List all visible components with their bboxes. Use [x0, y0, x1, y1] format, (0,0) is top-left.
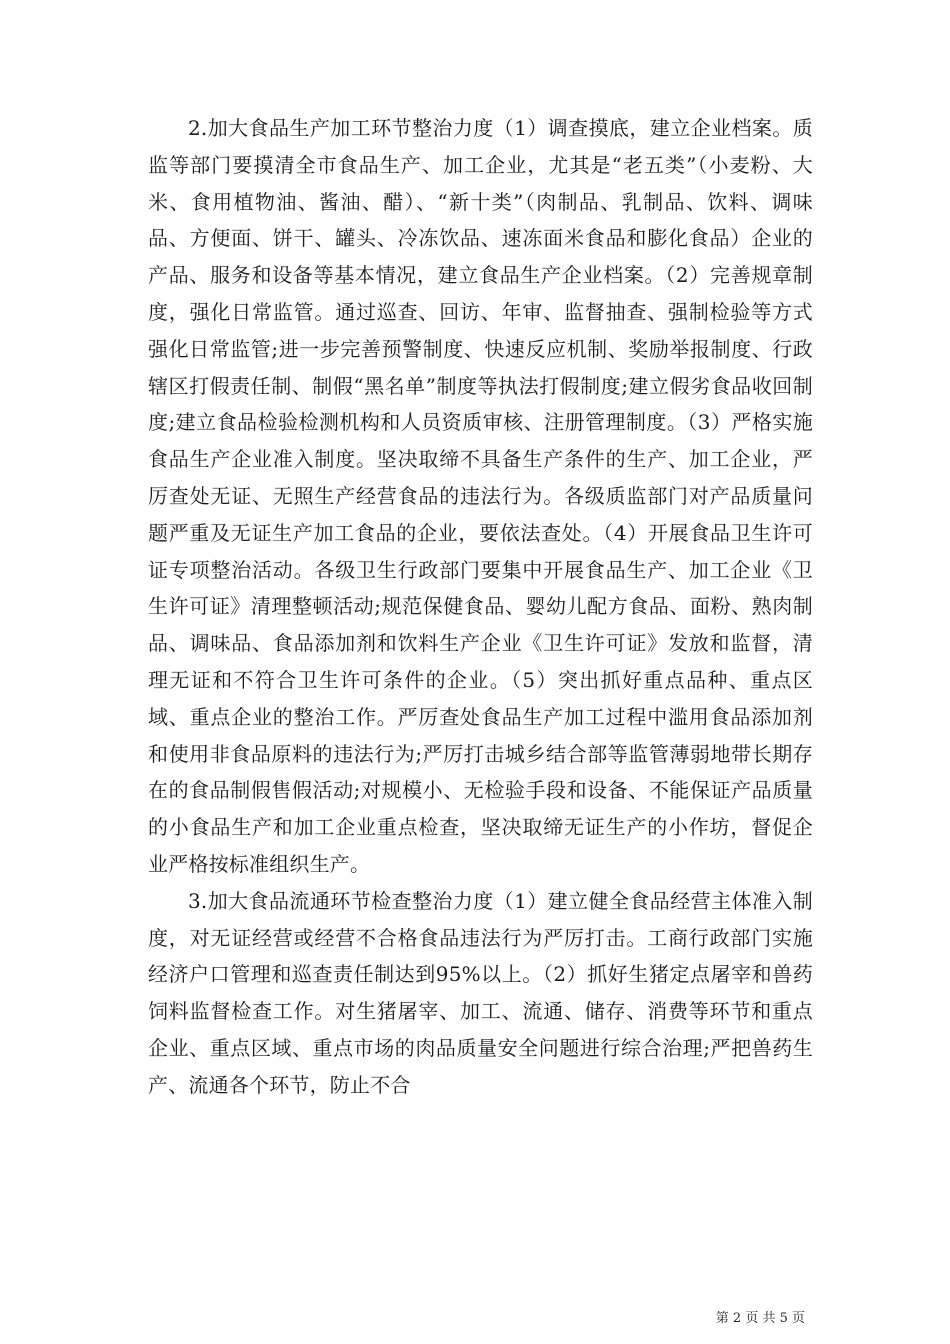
page-number-footer: 第 2 页 共 5 页 [715, 1311, 805, 1326]
document-body [148, 110, 813, 1104]
paragraph-food-circulation: 3.加大食品流通环节检查整治力度（1）建立健全食品经营主体准入制度，对无证经营或经营不合格食品违法行为严厉打击。工商行政部门实施经济户口管理和巡查责任制达到95%以上。（2）抓好生猪定点屠宰和兽药饲料监督检查工作。对生猪屠宰、加工、流通、储存、消费等环节和重点企业、重点区域、重点市场的肉品质量安全问题进行综合治理;严把兽药生产、流通各个环节，防止不合 [148, 888, 813, 1097]
paragraph-food-production: 2.加大食品生产加工环节整治力度（1）调查摸底，建立企业档案。质监等部门要摸清全市食品生产、加工企业，尤其是“老五类”（小麦粉、大米、食用植物油、酱油、醋）、“新十类”（肉制品、乳制品、饮料、调味品、方便面、饼干、罐头、冷冻饮品、速冻面米食品和膨化食品）企业的产品、服务和设备等基本情况，建立食品生产企业档案。（2）完善规章制度，强化日常监管。通过巡查、回访、年审、监督抽查、强制检验等方式强化日常监管;进一步完善预警制度、快速反应机制、奖励举报制度、行政辖区打假责任制、制假“黑名单”制度等执法打假制度;建立假劣食品收回制度;建立食品检验检测机构和人员资质审核、注册管理制度。（3）严格实施食品生产企业准入制度。坚决取缔不具备生产条件的生产、加工企业，严厉查处无证、无照生产经营食品的违法行为。各级质监部门对产品质量问题严重及无证生产加工食品的企业，要依法查处。（4）开展食品卫生许可证专项整治活动。各级卫生行政部门要集中开展食品生产、加工企业《卫生许可证》清理整顿活动;规范保健食品、婴幼儿配方食品、面粉、熟肉制品、调味品、食品添加剂和饮料生产企业《卫生许可证》发放和监督，清理无证和不符合卫生许可条件的企业。（5）突出抓好重点品种、重点区域、重点企业的整治工作。严厉查处食品生产加工过程中滥用食品添加剂和使用非食品原料的违法行为;严厉打击城乡结合部等监管薄弱地带长期存在的食品制假售假活动;对规模小、无检验手段和设备、不能保证产品质量的小食品生产和加工企业重点检查，坚决取缔无证生产的小作坊，督促企业严格按标准组织生产。 [148, 116, 813, 876]
